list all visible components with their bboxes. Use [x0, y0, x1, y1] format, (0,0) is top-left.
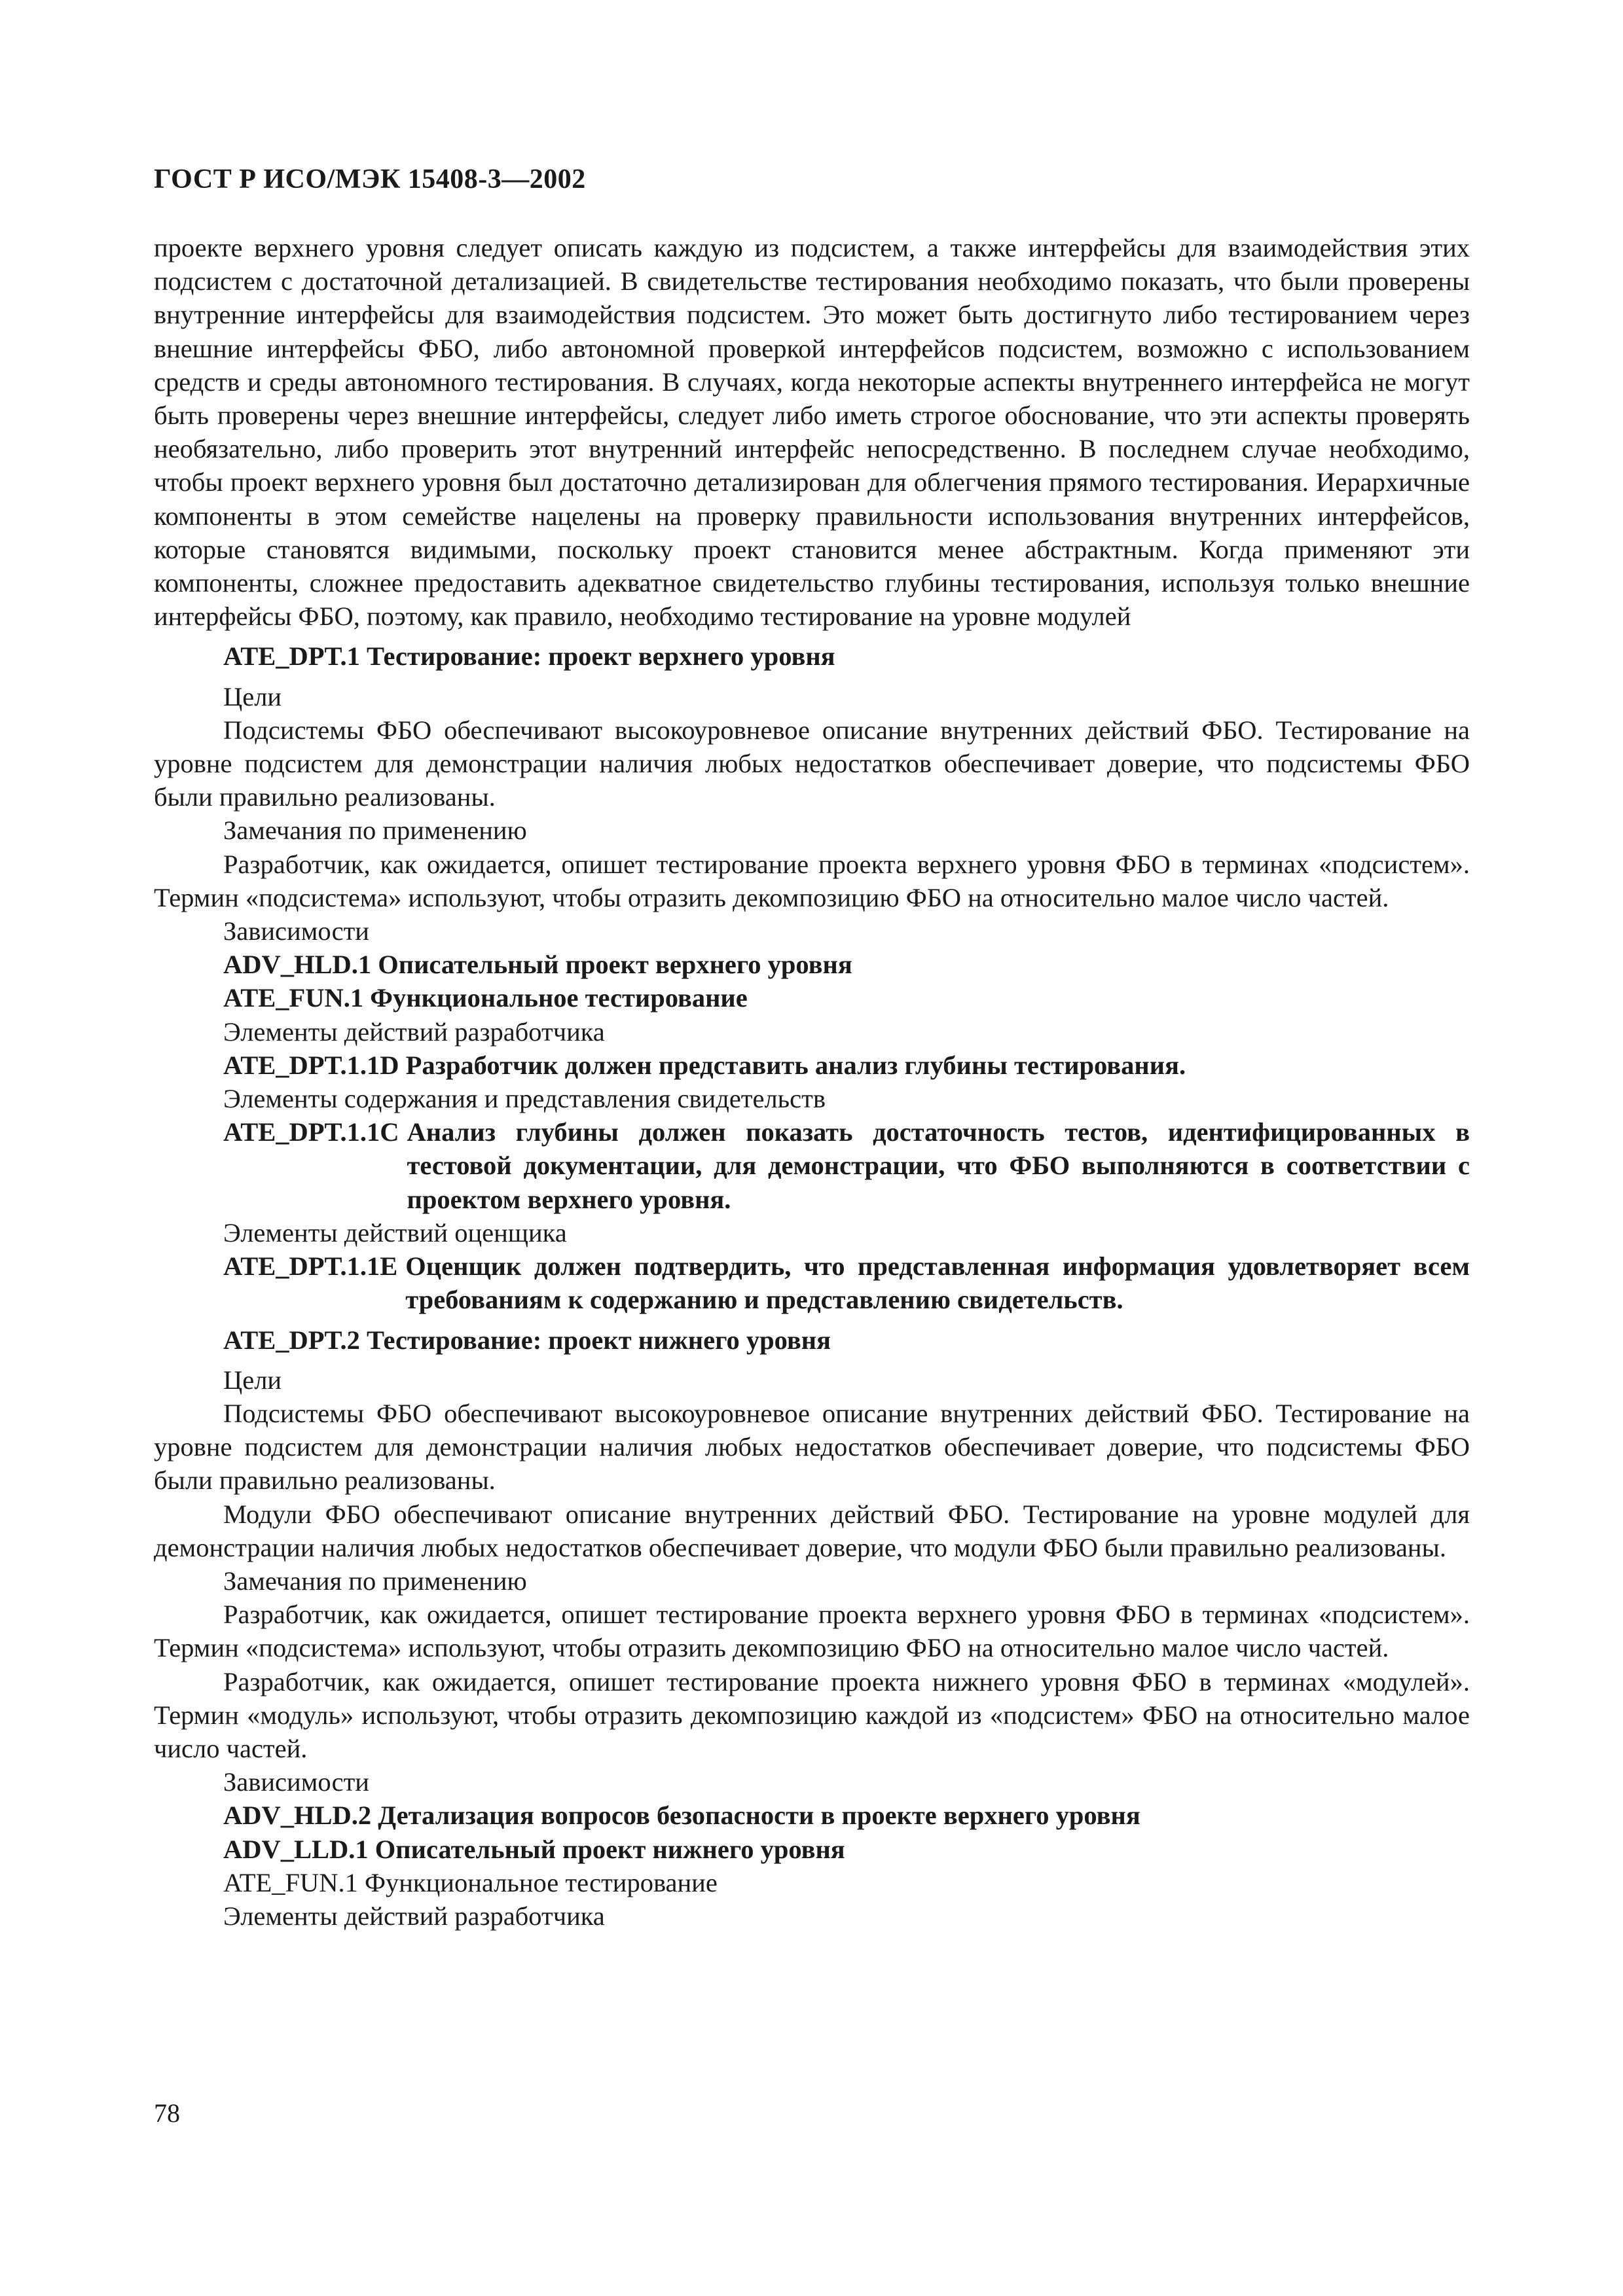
- element-code: ATE_DPT.1.1E: [223, 1251, 398, 1282]
- section-heading-dpt2: ATE_DPT.2 Тестирование: проект нижнего уровня: [223, 1325, 831, 1355]
- dependencies-label: Зависимости: [223, 1767, 369, 1797]
- objectives-text: Подсистемы ФБО обеспечивают высокоуровневое описание внутренних действий ФБО. Тестирование на уровне подсистем для демонстрации наличия любых недостатков обеспечивает доверие, что подсистемы ФБО были правильно реализованы.: [154, 715, 1470, 812]
- application-notes-label: Замечания по применению: [223, 1566, 527, 1596]
- application-notes-text: Разработчик, как ожидается, опишет тестирование проекта верхнего уровня ФБО в терминах «подсистем». Термин «подсистема» используют, чтобы отразить декомпозицию ФБО на относительно малое число частей.: [154, 849, 1470, 912]
- evaluator-actions-label: Элементы действий оценщика: [223, 1217, 567, 1247]
- objectives-text: Подсистемы ФБО обеспечивают высокоуровневое описание внутренних действий ФБО. Тестирование на уровне подсистем для демонстрации наличия любых недостатков обеспечивает доверие, что подсистемы ФБО были правильно реализованы.: [154, 1398, 1470, 1496]
- intro-paragraph: проекте верхнего уровня следует описать каждую из подсистем, а также интерфейсы для взаимодействия этих подсистем с достаточной детализацией. В свидетельстве тестирования необходимо показать, что были проверены внутренние интерфейсы для взаимодействия подсистем. Это может быть достигнуто либо тестированием через внешние интерфейсы ФБО, либо автономной проверкой интерфейсов подсистем, возможно с использованием средств и среды автономного тестирования. В случаях, когда некоторые аспекты внутреннего интерфейса не могут быть проверены через внешние интерфейсы, следует либо иметь строгое обоснование, что эти аспекты проверять необязательно, либо проверить этот внутренний интерфейс непосредственно. В последнем случае необходимо, чтобы проект верхнего уровня был достаточно детализирован для облегчения прямого тестирования. Иерархичные компоненты в этом семействе нацелены на проверку правильности использования внутренних интерфейсов, которые становятся видимыми, поскольку проект становится менее абстрактным. Когда применяют эти компоненты, сложнее предоставить адекватное свидетельство глубины тестирования, используя только внешние интерфейсы ФБО, поэтому, как правило, необходимо тестирование на уровне модулей: [154, 233, 1470, 632]
- content-elements-label: Элементы содержания и представления свидетельств: [223, 1084, 826, 1114]
- dependencies-label: Зависимости: [223, 916, 369, 946]
- dependency-item: ADV_LLD.1 Описательный проект нижнего уровня: [223, 1834, 845, 1864]
- element-text: Оценщик должен подтвердить, что представленная информация удовлетворяет всем требованиям к содержанию и представлению свидетельств.: [405, 1251, 1470, 1315]
- section-heading-dpt1: ATE_DPT.1 Тестирование: проект верхнего уровня: [223, 641, 835, 672]
- objectives-label: Цели: [223, 1365, 282, 1395]
- element-code: ATE_DPT.1.1C: [223, 1117, 399, 1147]
- developer-actions-label: Элементы действий разработчика: [223, 1016, 605, 1047]
- dependency-item: ATE_FUN.1 Функциональное тестирование: [223, 983, 748, 1013]
- developer-actions-label: Элементы действий разработчика: [223, 1901, 605, 1931]
- dependency-item: ADV_HLD.2 Детализация вопросов безопасности в проекте верхнего уровня: [223, 1801, 1140, 1831]
- application-notes-text: Разработчик, как ожидается, опишет тестирование проекта верхнего уровня ФБО в терминах «подсистем». Термин «подсистема» используют, чтобы отразить декомпозицию ФБО на относительно малое число частей.: [154, 1600, 1470, 1663]
- developer-element: ATE_DPT.1.1D Разработчик должен представить анализ глубины тестирования.: [223, 1050, 1186, 1080]
- dependency-item: ATE_FUN.1 Функциональное тестирование: [223, 1867, 718, 1897]
- dependency-item: ADV_HLD.1 Описательный проект верхнего уровня: [223, 950, 852, 980]
- page-body: [154, 147, 1470, 1933]
- application-notes-text: Разработчик, как ожидается, опишет тестирование проекта нижнего уровня ФБО в терминах «модулей». Термин «модуль» используют, чтобы отразить декомпозицию каждой из «подсистем» ФБО на относительно малое число частей.: [154, 1666, 1470, 1763]
- element-text: Анализ глубины должен показать достаточность тестов, идентифицированных в тестовой документации, для демонстрации, что ФБО выполняются в соответствии с проектом верхнего уровня.: [407, 1117, 1470, 1214]
- application-notes-label: Замечания по применению: [223, 816, 527, 846]
- page-number: 78: [154, 2098, 180, 2128]
- content-element: [154, 1115, 1470, 1216]
- objectives-label: Цели: [223, 681, 282, 711]
- objectives-text: Модули ФБО обеспечивают описание внутренних действий ФБО. Тестирование на уровне модулей для демонстрации наличия любых недостатков обеспечивает доверие, что модули ФБО были правильно реализованы.: [154, 1499, 1470, 1562]
- evaluator-element: [154, 1249, 1470, 1316]
- document-header: ГОСТ Р ИСО/МЭК 15408-3—2002: [154, 164, 586, 194]
